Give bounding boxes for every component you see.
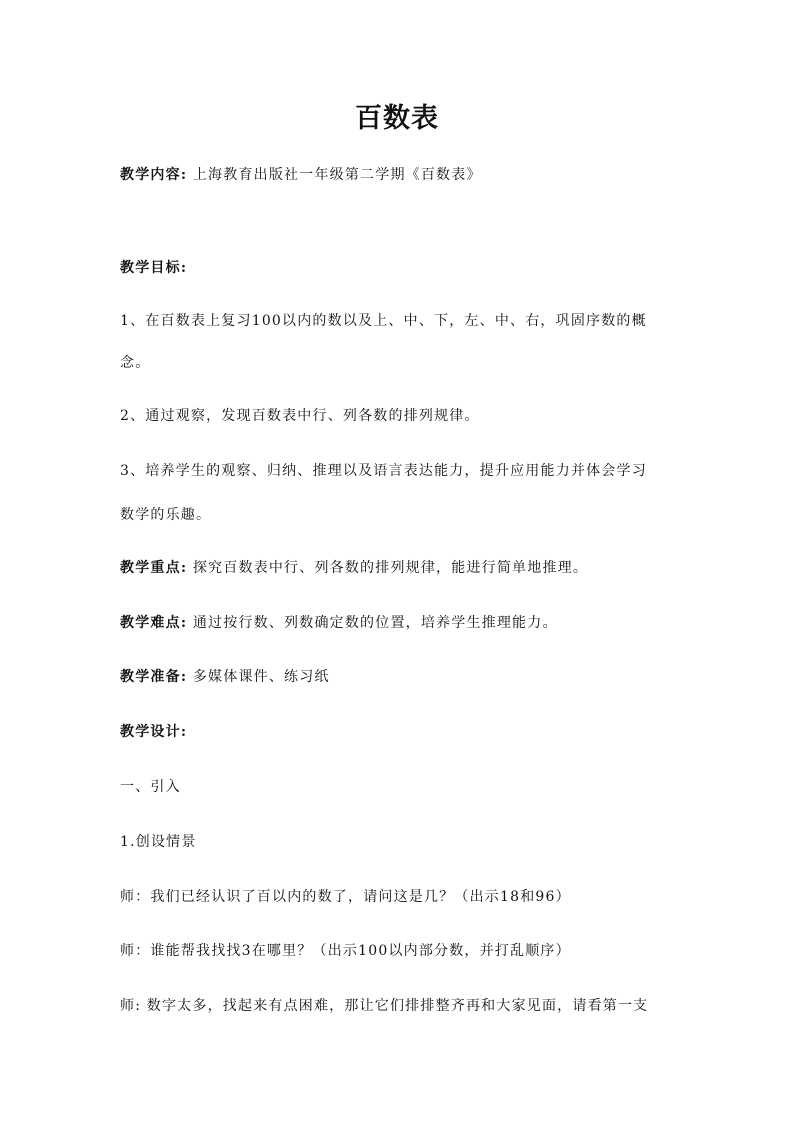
objectives-heading bbox=[120, 258, 700, 278]
preparation-text: 多媒体课件、练习纸 bbox=[192, 669, 330, 685]
preparation-line bbox=[120, 667, 700, 687]
preparation-label: 教学准备 bbox=[120, 669, 181, 685]
objective-item: 1、在百数表上复习100以内的数以及上、中、下，左、中、右，巩固序数的概 bbox=[120, 313, 647, 329]
design-colon: : bbox=[180, 724, 188, 740]
content-line bbox=[120, 165, 700, 185]
difficulty-line bbox=[120, 613, 700, 633]
subsection-heading: 1.创设情景 bbox=[120, 834, 197, 850]
key-point-line bbox=[120, 558, 700, 578]
objectives-colon: : bbox=[180, 260, 188, 276]
objective-item-continuation: 数学的乐趣。 bbox=[120, 507, 212, 523]
section-heading: 一、引入 bbox=[120, 779, 181, 795]
design-heading bbox=[120, 722, 700, 742]
content-label: 教学内容 bbox=[120, 167, 181, 183]
preparation-colon: : bbox=[180, 669, 188, 685]
objective-item: 2、通过观察，发现百数表中行、列各数的排列规律。 bbox=[120, 408, 480, 424]
content-text: 上海教育出版社一年级第二学期《百数表》 bbox=[192, 167, 482, 183]
key-point-label: 教学重点 bbox=[120, 560, 181, 576]
design-label: 教学设计 bbox=[120, 724, 181, 740]
difficulty-colon: : bbox=[180, 615, 188, 631]
dialogue-line: 师: 数字太多，找起来有点困难，那让它们排排整齐再和大家见面，请看第一支 bbox=[120, 998, 649, 1014]
dialogue-line: 师：谁能帮我找找3在哪里？（出示100以内部分数，并打乱顺序） bbox=[120, 943, 571, 959]
content-colon: : bbox=[180, 167, 188, 183]
objective-item-continuation: 念。 bbox=[120, 355, 151, 371]
dialogue-line: 师：我们已经认识了百以内的数了，请问这是几？（出示18和96） bbox=[120, 889, 571, 905]
difficulty-text: 通过按行数、列数确定数的位置，培养学生推理能力。 bbox=[192, 615, 558, 631]
key-point-text: 探究百数表中行、列各数的排列规律，能进行简单地推理。 bbox=[192, 560, 589, 576]
objectives-label: 教学目标 bbox=[120, 260, 181, 276]
objective-item: 3、培养学生的观察、归纳、推理以及语言表达能力，提升应用能力并体会学习 bbox=[120, 463, 647, 479]
difficulty-label: 教学难点 bbox=[120, 615, 181, 631]
document-title: 百数表 bbox=[355, 103, 439, 134]
key-point-colon: : bbox=[180, 560, 188, 576]
